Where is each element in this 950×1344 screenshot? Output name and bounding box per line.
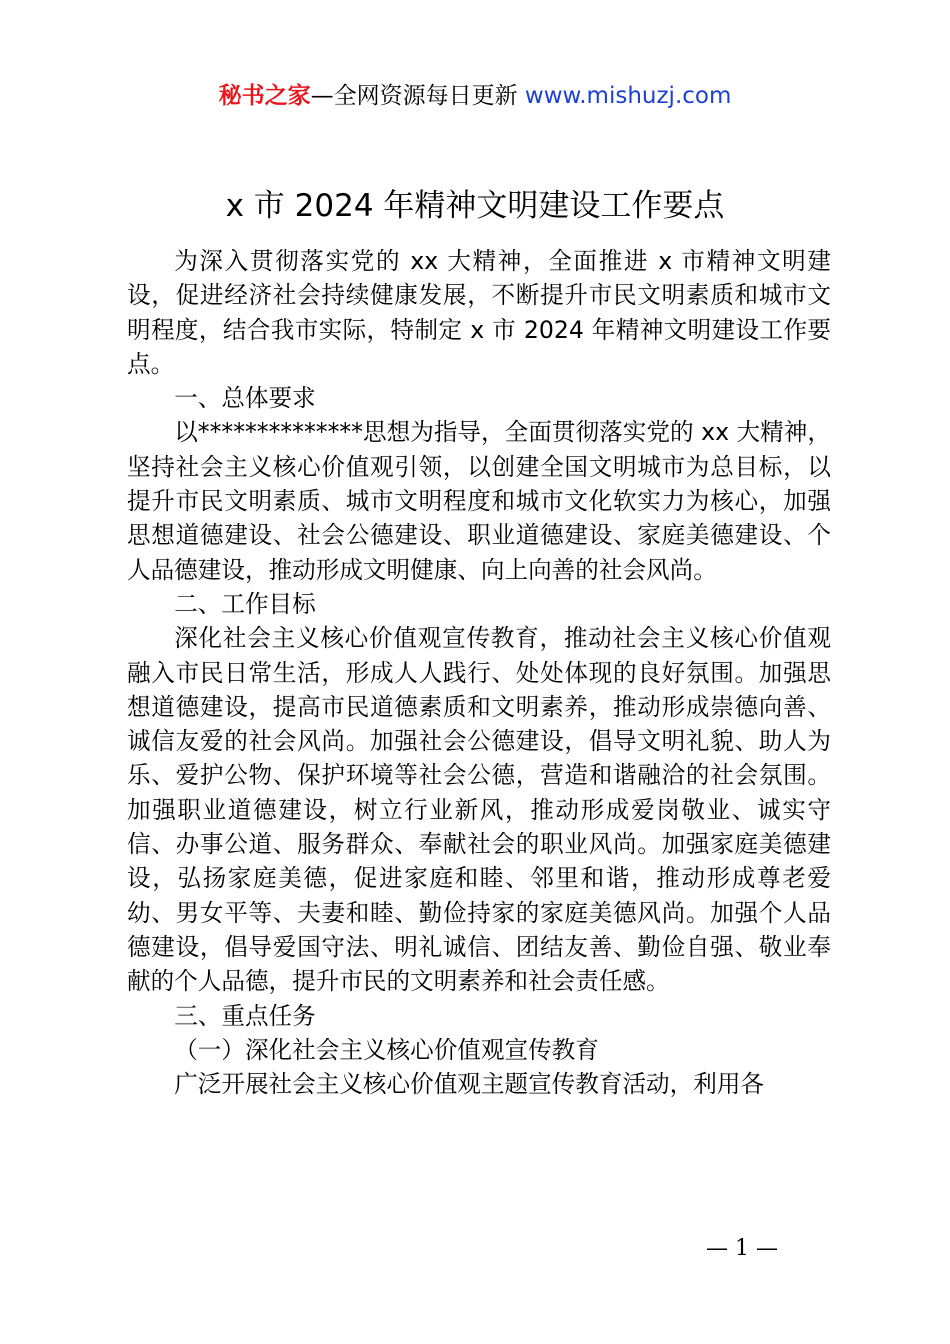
work-goals-paragraph: 深化社会主义核心价值观宣传教育，推动社会主义核心价值观融入市民日常生活，形成人人践行、处处体现的良好氛围。加强思想道德建设，提高市民道德素质和文明素养，推动形成崇德向善、诚信友爱的社会风尚。加强社会公德建设，倡导文明礼貌、助人为乐、爱护公物、保护环境等社会公德，营造和谐融洽的社会氛围。加强职业道德建设，树立行业新风，推动形成爱岗敬业、诚实守信、办事公道、服务群众、奉献社会的职业风尚。加强家庭美德建设，弘扬家庭美德，促进家庭和睦、邻里和谐，推动形成尊老爱幼、男女平等、夫妻和睦、勤俭持家的家庭美德风尚。加强个人品德建设，倡导爱国守法、明礼诚信、团结友善、勤俭自强、敬业奉献的个人品德，提升市民的文明素养和社会责任感。 [127,624,831,996]
document-title: x 市 2024 年精神文明建设工作要点 [225,188,725,224]
site-url-link[interactable]: www.mishuzj.com [524,83,732,109]
site-header [0,80,950,112]
general-requirements-paragraph: 以**************思想为指导，全面贯彻落实党的 xx 大精神，坚持社会主义核心价值观引领，以创建全国文明城市为总目标，以提升市民文明素质、城市文明程度和城市文化软实力为核心，加强思想道德建设、社会公德建设、职业道德建设、家庭美德建设、个人品德建设，推动形成文明健康、向上向善的社会风尚。 [127,418,831,584]
values-education-paragraph: 广泛开展社会主义核心价值观主题宣传教育活动，利用各 [174,1070,765,1099]
intro-paragraph: 为深入贯彻落实党的 xx 大精神，全面推进 x 市精神文明建设，促进经济社会持续健康发展，不断提升市民文明素质和城市文明程度，结合我市实际，特制定 x 市 2024 年精神文明建设工作要点。 [127,247,831,378]
subsection-heading-values-education: （一）深化社会主义核心价值观宣传教育 [174,1035,599,1064]
site-slogan: —全网资源每日更新 [310,83,518,109]
page-number: — 1 — [706,1236,778,1261]
document-body [127,244,831,1101]
section-heading-key-tasks: 三、重点任务 [174,1001,316,1030]
site-brand: 秘书之家 [218,83,311,109]
section-heading-work-goals: 二、工作目标 [174,589,316,618]
section-heading-general-requirements: 一、总体要求 [174,384,316,413]
